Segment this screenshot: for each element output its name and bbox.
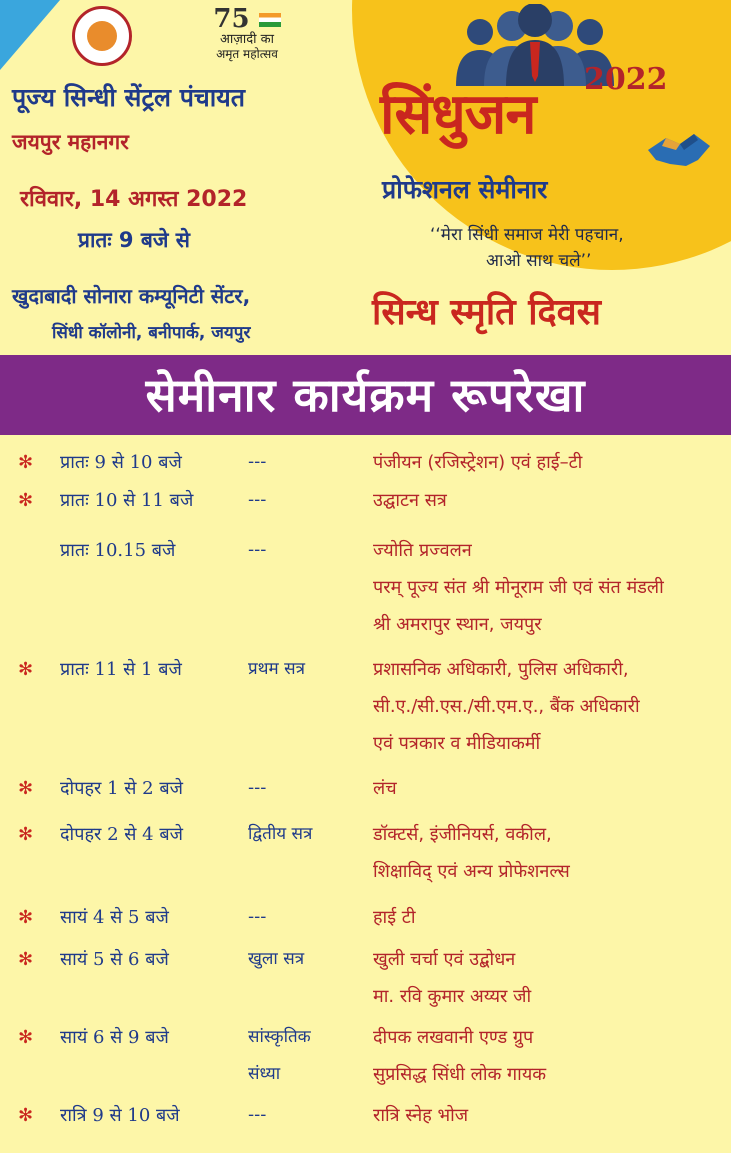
schedule-session: प्रथम सत्र (248, 659, 305, 679)
schedule-detail-line: खुली चर्चा एवं उद्बोधन (373, 949, 516, 970)
bullet-star-icon: ✻ (18, 1027, 34, 1048)
schedule-time: प्रातः 11 से 1 बजे (60, 659, 182, 680)
schedule-time: रात्रि 9 से 10 बजे (60, 1105, 180, 1126)
schedule-session: --- (248, 1105, 267, 1125)
tagline-line1: ‘‘मेरा सिंधी समाज मेरी पहचान, (430, 225, 624, 245)
schedule-session: --- (248, 452, 267, 472)
smriti-divas-title: सिन्ध स्मृति दिवस (372, 292, 602, 333)
event-year: 2022 (584, 62, 668, 97)
schedule-details (373, 816, 570, 890)
schedule-detail-line: एवं पत्रकार व मीडियाकर्मी (373, 733, 541, 754)
schedule-session-line2: संध्या (248, 1064, 281, 1084)
schedule-detail-line: शिक्षाविद् एवं अन्य प्रोफेशनल्स (373, 861, 570, 882)
bullet-star-icon: ✻ (18, 778, 34, 799)
schedule-details (373, 444, 582, 481)
banner-title: सेमीनार कार्यक्रम रूपरेखा (145, 368, 586, 422)
venue-line1: खुदाबादी सोनारा कम्यूनिटी सेंटर, (12, 284, 251, 308)
poster-header (0, 0, 731, 355)
schedule-time: दोपहर 1 से 2 बजे (60, 778, 183, 799)
schedule-detail-line: प्रशासनिक अधिकारी, पुलिस अधिकारी, (373, 659, 629, 680)
schedule-detail-line: श्री अमरापुर स्थान, जयपुर (373, 614, 542, 635)
schedule-session: खुला सत्र (248, 949, 305, 969)
bullet-star-icon: ✻ (18, 949, 34, 970)
schedule-time: दोपहर 2 से 4 बजे (60, 824, 183, 845)
schedule-details (373, 941, 531, 1015)
schedule-session: --- (248, 778, 267, 798)
schedule-detail-line: सी.ए./सी.एस./सी.एम.ए., बैंक अधिकारी (373, 696, 640, 717)
schedule-detail-line: पंजीयन (रजिस्ट्रेशन) एवं हाई–टी (373, 452, 583, 473)
schedule-session: --- (248, 490, 267, 510)
azadi-number: 75 (213, 4, 250, 34)
event-brand-title: सिंधुजन (380, 82, 536, 147)
flag-icon (259, 13, 281, 27)
schedule-time: प्रातः 9 से 10 बजे (60, 452, 182, 473)
org-city: जयपुर महानगर (12, 130, 129, 154)
seminar-subtitle: प्रोफेशनल सेमीनार (382, 175, 548, 204)
azadi-line2: अमृत महोत्सव (216, 47, 278, 61)
corner-wedge (0, 0, 60, 70)
schedule-session: --- (248, 540, 267, 560)
schedule-detail-line: लंच (373, 778, 397, 799)
schedule-detail-line: परम् पूज्य संत श्री मोनूराम जी एवं संत मंडली (373, 577, 664, 598)
schedule-time: सायं 5 से 6 बजे (60, 949, 169, 970)
schedule-detail-line: दीपक लखवानी एण्ड ग्रुप (373, 1027, 534, 1048)
bullet-star-icon: ✻ (18, 824, 34, 845)
venue-line2: सिंधी कॉलोनी, बनीपार्क, जयपुर (52, 323, 251, 343)
schedule-session: द्वितीय सत्र (248, 824, 313, 844)
schedule-detail-line: रात्रि स्नेह भोज (373, 1105, 469, 1126)
program-banner (0, 355, 731, 435)
schedule-time: प्रातः 10 से 11 बजे (60, 490, 194, 511)
schedule-detail-line: ज्योति प्रज्वलन (373, 540, 472, 561)
azadi-ka-amrit-mahotsav-logo (192, 6, 302, 70)
schedule-detail-line: हाई टी (373, 907, 416, 928)
schedule-details (373, 532, 664, 643)
org-name: पूज्य सिन्धी सेंट्रल पंचायत (12, 83, 246, 112)
tagline-line2: आओ साथ चले’’ (486, 251, 592, 271)
panchayat-logo (72, 6, 132, 66)
schedule-detail-line: मा. रवि कुमार अय्यर जी (373, 986, 532, 1007)
schedule-details (373, 482, 447, 519)
schedule-session: सांस्कृतिक (248, 1027, 311, 1047)
bullet-star-icon: ✻ (18, 1105, 34, 1126)
schedule-detail-line: उद्घाटन सत्र (373, 490, 447, 511)
schedule-details (373, 899, 416, 936)
schedule-details (373, 1019, 546, 1093)
schedule-time: सायं 6 से 9 बजे (60, 1027, 169, 1048)
logo-emblem-icon (87, 21, 117, 51)
schedule-details (373, 770, 397, 807)
event-date: रविवार, 14 अगस्त 2022 (20, 187, 248, 212)
schedule-detail-line: डॉक्टर्स, इंजीनियर्स, वकील, (373, 824, 552, 845)
bullet-star-icon: ✻ (18, 907, 34, 928)
schedule-details (373, 651, 640, 762)
bullet-star-icon: ✻ (18, 452, 34, 473)
bullet-star-icon: ✻ (18, 490, 34, 511)
bullet-star-icon: ✻ (18, 659, 34, 680)
azadi-line1: आज़ादी का (219, 32, 275, 47)
event-time: प्रातः 9 बजे से (78, 228, 190, 252)
schedule-session: --- (248, 907, 267, 927)
schedule-time: प्रातः 10.15 बजे (60, 540, 176, 561)
schedule-time: सायं 4 से 5 बजे (60, 907, 169, 928)
schedule-details (373, 1097, 468, 1134)
handshake-icon (646, 120, 712, 174)
schedule-detail-line: सुप्रसिद्ध सिंधी लोक गायक (373, 1064, 547, 1085)
